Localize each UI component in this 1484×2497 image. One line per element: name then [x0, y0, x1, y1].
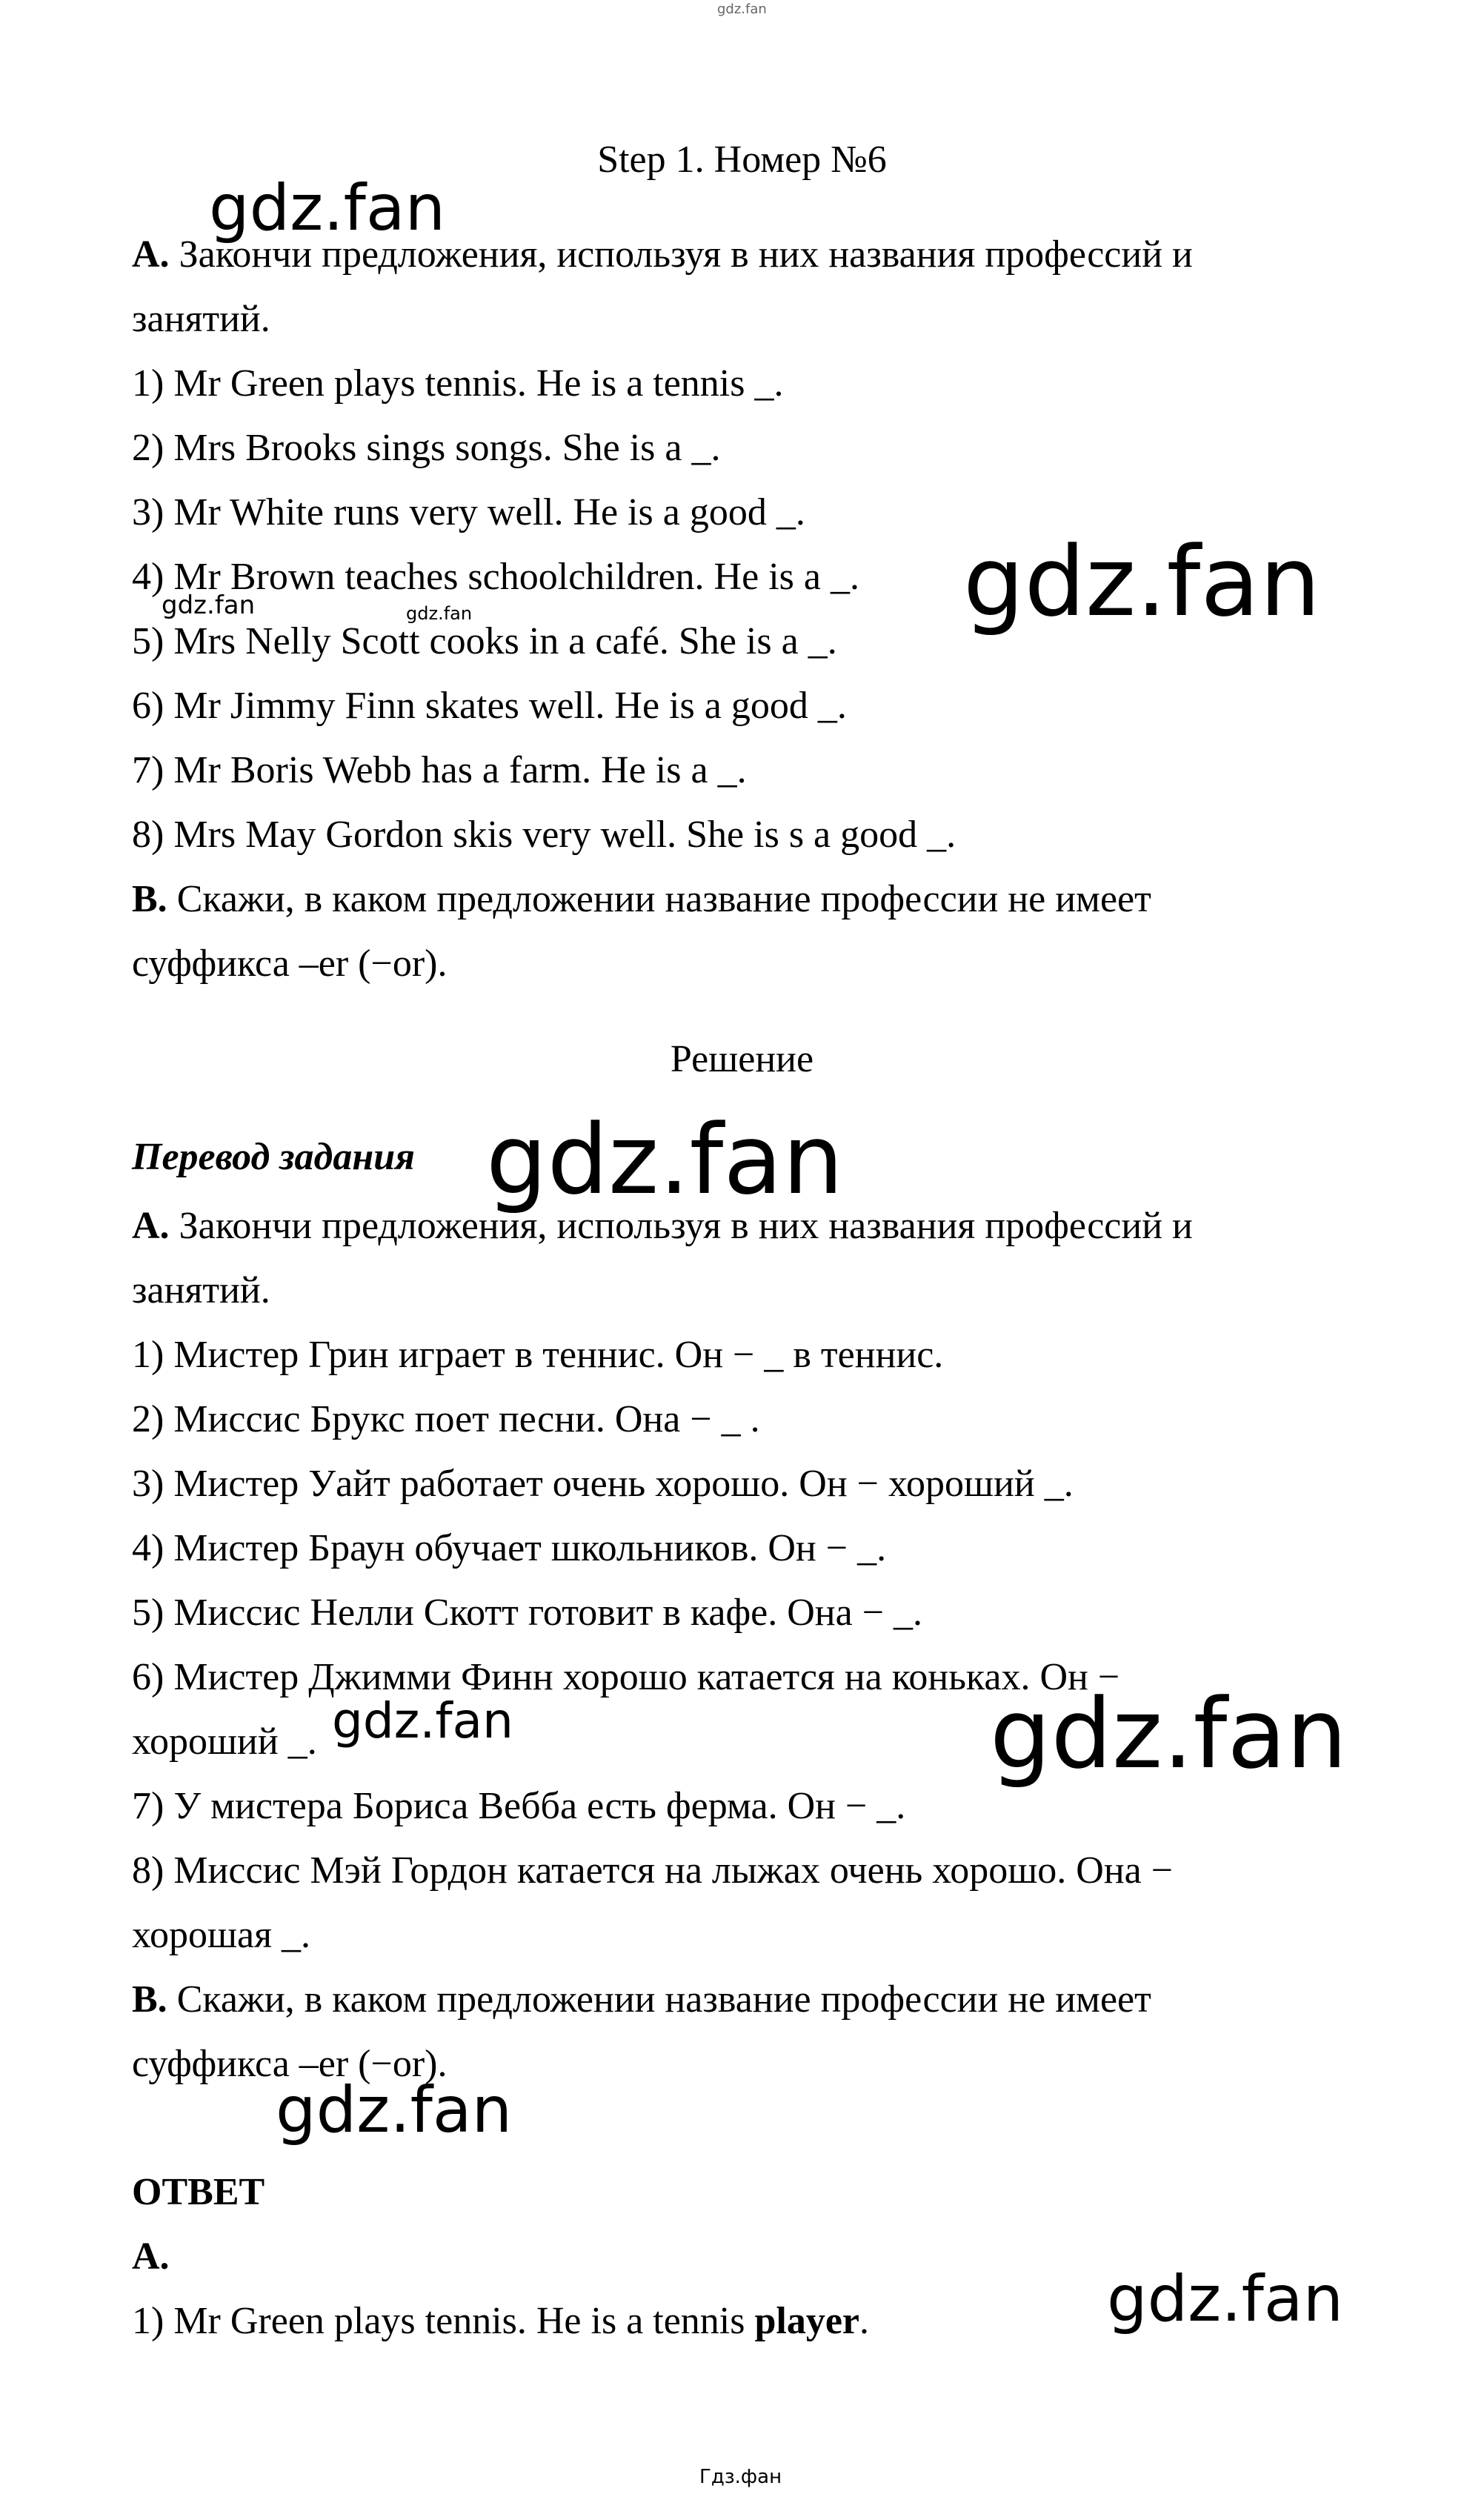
watermark: gdz.fan	[209, 171, 446, 245]
watermark: gdz.fan	[1107, 2262, 1344, 2336]
task-b-instruction	[132, 877, 1151, 922]
task-a-text: Закончи предложения, используя в них названия профессий и	[179, 233, 1193, 276]
solution-a-text-cont: занятий.	[132, 1269, 270, 1311]
answer-item-1-word: player	[754, 2300, 860, 2342]
task-b-text: Скажи, в каком предложении название профессии не имеет	[176, 878, 1151, 920]
task-item-5: 5) Mrs Nelly Scott cooks in a café. She is a _.	[132, 620, 837, 662]
task-item-8: 8) Mrs May Gordon skis very well. She is s a good _.	[132, 814, 956, 856]
watermark: gdz.fan	[963, 525, 1321, 638]
solution-b-instruction	[132, 1978, 1151, 2022]
footer-watermark: Гдз.фан	[699, 2466, 782, 2488]
task-item-3: 3) Mr White runs very well. He is a good _.	[132, 491, 805, 533]
translation-heading: Перевод задания	[132, 1136, 415, 1178]
solution-item-2: 2) Миссис Брукс поет песни. Она − _ .	[132, 1398, 760, 1440]
task-item-7: 7) Mr Boris Webb has a farm. He is a _.	[132, 749, 747, 791]
page-title: Step 1. Номер №6	[597, 139, 887, 181]
solution-item-3: 3) Мистер Уайт работает очень хорошо. Он − хороший _.	[132, 1463, 1074, 1505]
task-item-1: 1) Mr Green plays tennis. He is a tennis _.	[132, 362, 784, 405]
task-a-label: A.	[132, 233, 170, 276]
watermark: gdz.fan	[276, 2073, 513, 2147]
solution-b-text-cont: суффикса –er (−or).	[132, 2043, 447, 2085]
watermark: gdz.fan	[990, 1678, 1348, 1790]
solution-item-8-cont: хорошая _.	[132, 1914, 311, 1956]
solution-b-label: B.	[132, 1978, 167, 2021]
watermark-small: gdz.fan	[406, 603, 473, 624]
solution-item-8: 8) Миссис Мэй Гордон катается на лыжах очень хорошо. Она −	[132, 1849, 1174, 1892]
watermark-small: gdz.fan	[162, 591, 256, 620]
task-b-label: B.	[132, 878, 167, 920]
task-item-4: 4) Mr Brown teaches schoolchildren. He is a _.	[132, 556, 859, 598]
solution-item-4: 4) Мистер Браун обучает школьников. Он − _.	[132, 1527, 887, 1569]
watermark: gdz.fan	[332, 1692, 513, 1749]
task-item-2: 2) Mrs Brooks sings songs. She is a _.	[132, 427, 721, 469]
solution-item-6-cont: хороший _.	[132, 1720, 317, 1763]
top-watermark: gdz.fan	[717, 1, 767, 17]
answer-heading: ОТВЕТ	[132, 2171, 265, 2213]
solution-heading: Решение	[670, 1038, 814, 1080]
task-item-6: 6) Mr Jimmy Finn skates well. He is a good _.	[132, 685, 847, 727]
task-b-text-cont: суффикса –er (−or).	[132, 942, 447, 985]
solution-item-1: 1) Мистер Грин играет в теннис. Он − _ в теннис.	[132, 1334, 944, 1376]
solution-item-5: 5) Миссис Нелли Скотт готовит в кафе. Она − _.	[132, 1592, 923, 1634]
task-a-text-cont: занятий.	[132, 298, 270, 340]
solution-a-label: A.	[132, 1205, 170, 1247]
solution-item-7: 7) У мистера Бориса Вебба есть ферма. Он − _.	[132, 1785, 906, 1827]
answer-item-1: 1) Mr Green plays tennis. He is a tennis player.	[132, 2300, 870, 2342]
solution-b-text: Скажи, в каком предложении название профессии не имеет	[176, 1978, 1151, 2021]
solution-a-text: Закончи предложения, используя в них названия профессий и	[179, 1205, 1193, 1247]
watermark: gdz.fan	[486, 1103, 844, 1216]
solution-item-6: 6) Мистер Джимми Финн хорошо катается на коньках. Он −	[132, 1656, 1120, 1698]
answer-a-label: A.	[132, 2235, 170, 2278]
